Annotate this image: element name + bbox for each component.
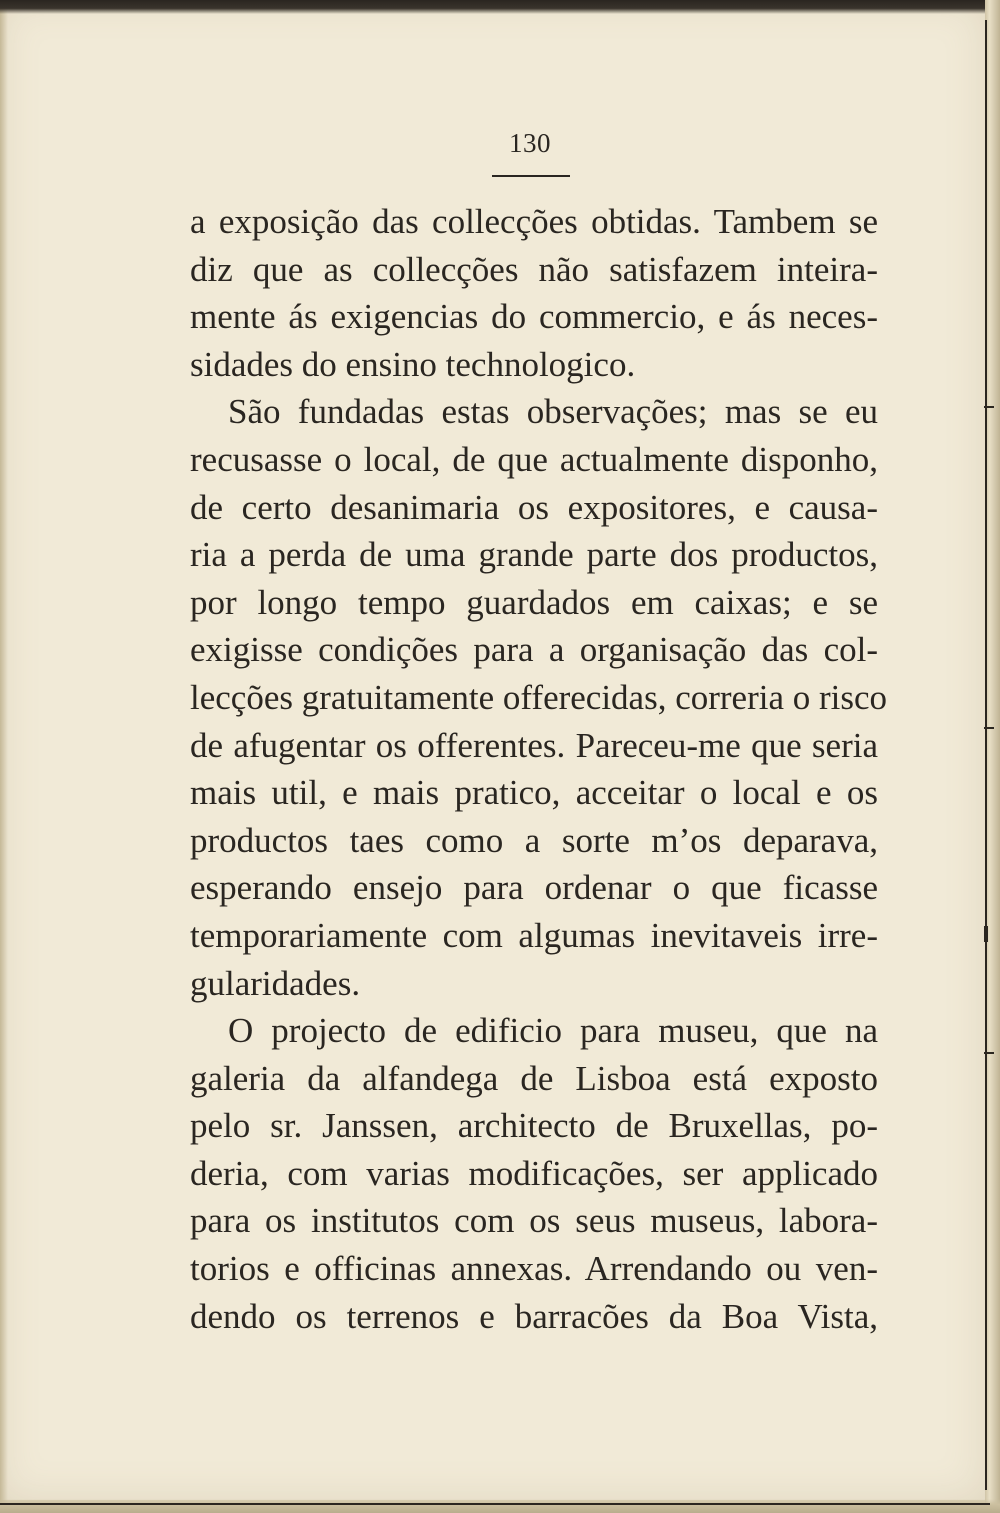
text-line: ria a perda de uma grande parte dos productos, (190, 535, 878, 575)
margin-tick-mark (984, 727, 994, 729)
text-line: de certo desanimaria os expositores, e causa- (190, 487, 878, 527)
text-line: de afugentar os offerentes. Pareceu-me que seria (190, 725, 878, 765)
margin-tick-mark (984, 926, 988, 942)
text-line: São fundadas estas observações; mas se eu (228, 392, 878, 432)
text-line: deria, com varias modificações, ser applicado (190, 1153, 878, 1193)
page-number-rule (492, 175, 570, 177)
text-line: temporariamente com algumas inevitaveis irre- (190, 915, 878, 955)
text-line: gularidades. (190, 963, 361, 1003)
scan-right-border (985, 0, 1000, 1513)
scan-top-border (0, 0, 1000, 14)
text-line: diz que as collecções não satisfazem inteira- (190, 249, 878, 289)
text-line: mente ás exigencias do commercio, e ás neces- (190, 297, 878, 337)
text-line: torios e officinas annexas. Arrendando ou ven- (190, 1249, 878, 1289)
text-line: dendo os terrenos e barracões da Boa Vista, (190, 1296, 878, 1336)
text-line: productos taes como a sorte m’os deparava, (190, 820, 878, 860)
body-text (190, 198, 888, 1340)
text-line: O projecto de edificio para museu, que na (228, 1011, 878, 1051)
text-line: galeria da alfandega de Lisboa está exposto (190, 1058, 878, 1098)
page-number: 130 (509, 128, 551, 158)
text-line: lecções gratuitamente offerecidas, correria o risco (190, 677, 888, 717)
text-line: pelo sr. Janssen, architecto de Bruxellas, po- (190, 1106, 878, 1146)
margin-tick-mark (984, 406, 994, 408)
text-line: exigisse condições para a organisação das col- (190, 630, 878, 670)
page-left-shadow (0, 0, 8, 1513)
text-line: para os institutos com os seus museus, labora- (190, 1201, 878, 1241)
text-line: a exposição das collecções obtidas. Tambem se (190, 202, 878, 241)
text-line: recusasse o local, de que actualmente disponho, (190, 439, 878, 479)
margin-tick-mark (984, 1052, 994, 1054)
text-line: esperando ensejo para ordenar o que ficasse (190, 868, 878, 908)
scan-bottom-border (0, 1499, 1000, 1513)
text-line: mais util, e mais pratico, acceitar o local e os (190, 773, 878, 813)
text-line: sidades do ensino technologico. (190, 344, 636, 384)
text-line: por longo tempo guardados em caixas; e se (190, 582, 878, 622)
